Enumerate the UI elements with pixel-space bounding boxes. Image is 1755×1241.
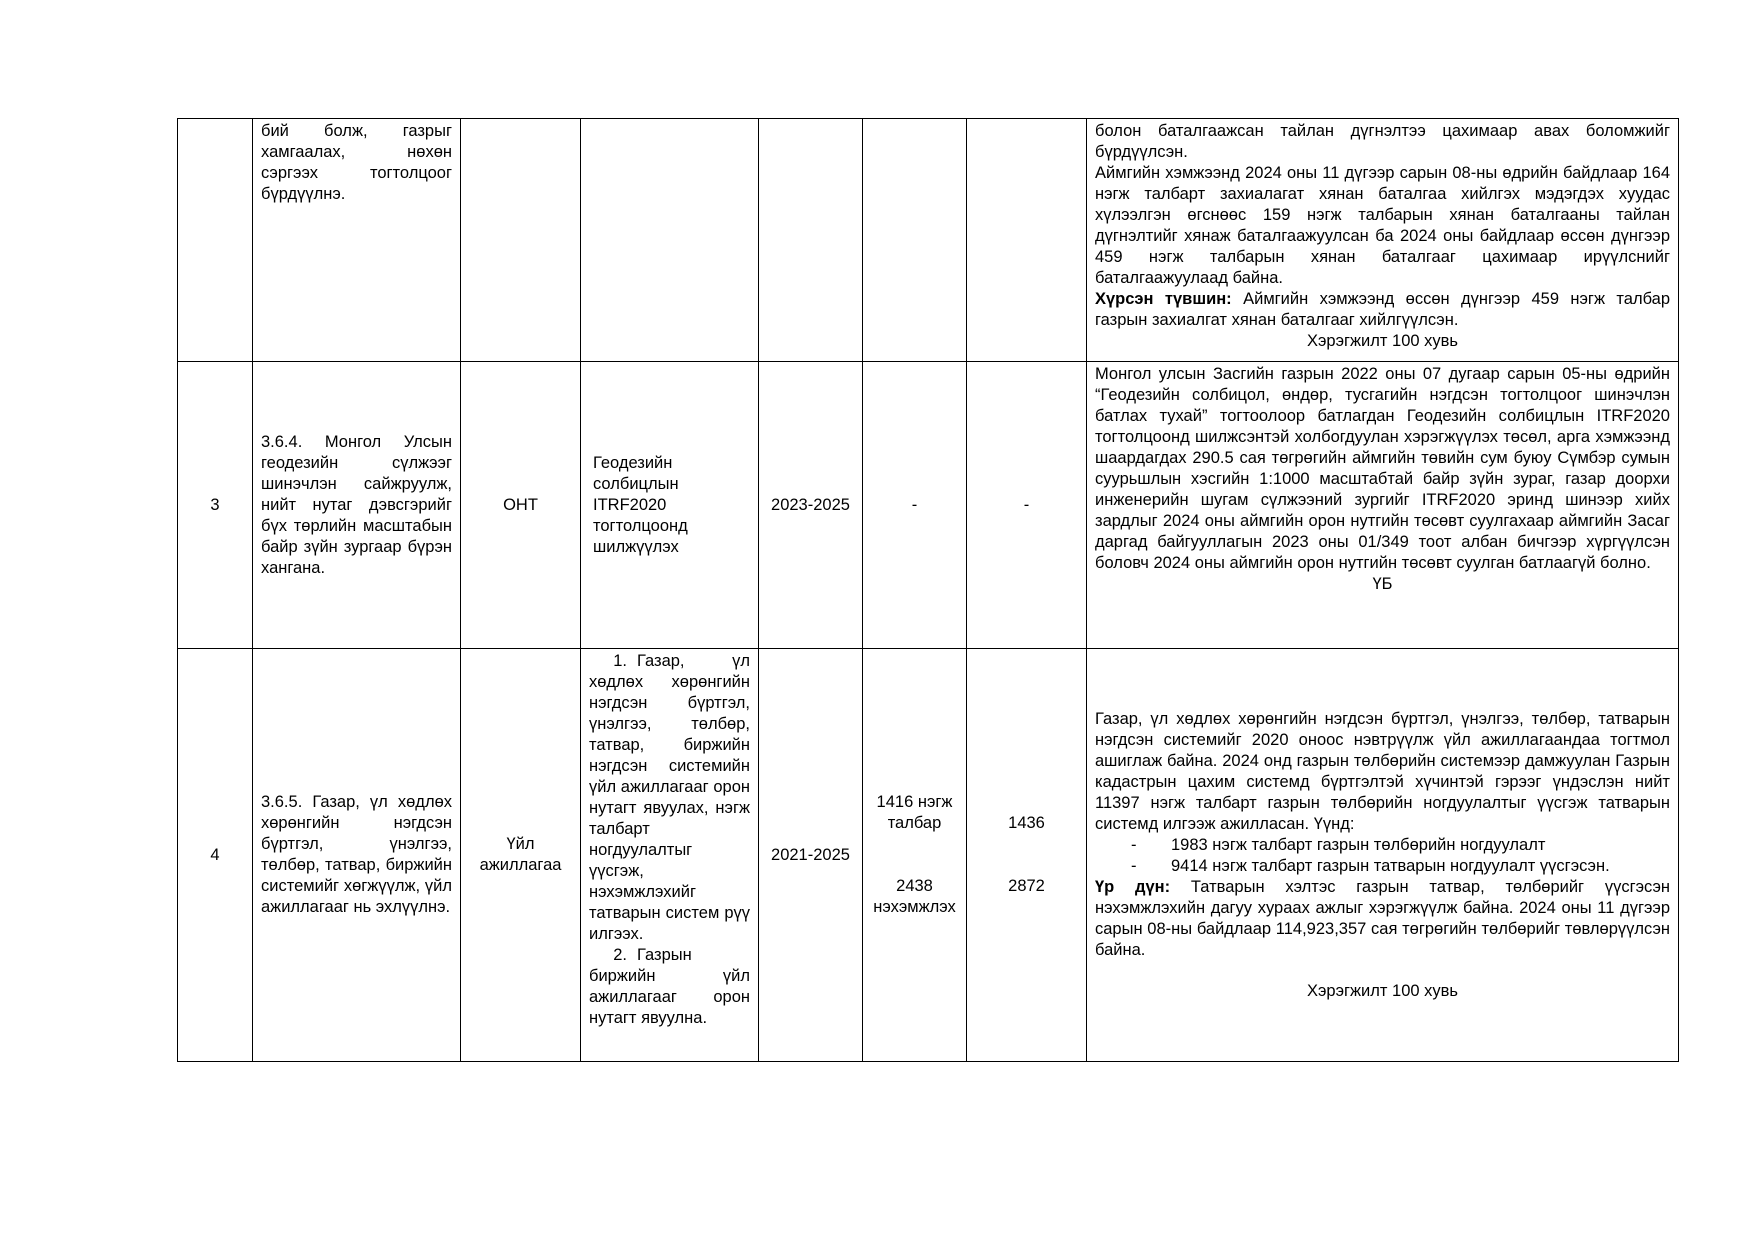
measure-text: Газар, үл хөдлөх хөрөнгийн нэгдсэн бүртгэл, үнэлгээ, төлбөр, татвар, биржийн нэгдсэн системийн үйл ажиллагааг орон нутагт явуулах, нэгж талбарт ногдуулалтыг үүсгэж, нэхэмжлэхийг татварын систем рүү илгээх. bbox=[589, 652, 750, 943]
table-row bbox=[178, 119, 1679, 362]
result-label: Үр дүн: bbox=[1095, 877, 1171, 896]
goal-cell: 3.6.4. Монгол Улсын геодезийн сүлжээг шинэчлэн сайжруулж, нийт нутаг дэвсгэрийг бүх төрлийн масштабын байр зүйн зургаар бүрэн хангана. bbox=[253, 362, 461, 649]
execution-status: ҮБ bbox=[1372, 575, 1393, 593]
report-cell bbox=[1087, 649, 1679, 1062]
target-cell bbox=[863, 119, 967, 362]
goal-cell: 3.6.5. Газар, үл хөдлөх хөрөнгийн нэгдсэн бүртгэл, үнэлгээ, төлбөр, татвар, биржийн системийг хөгжүүлж, үйл ажиллагааг нь эхлүүлнэ. bbox=[253, 649, 461, 1062]
measure-cell bbox=[581, 649, 759, 1062]
table-row bbox=[178, 649, 1679, 1062]
target-value-1: 1416 нэгж талбар bbox=[876, 793, 953, 832]
target-value-2: 2438 нэхэмжлэх bbox=[873, 877, 956, 916]
measure-item bbox=[589, 945, 750, 1029]
measure-number: 2. bbox=[613, 946, 627, 964]
org-cell: ОНТ bbox=[461, 362, 581, 649]
result-paragraph bbox=[1095, 877, 1670, 961]
measure-text: Газрын биржийн үйл ажиллагааг орон нутагт явуулна. bbox=[589, 946, 750, 1027]
report-paragraph: Газар, үл хөдлөх хөрөнгийн нэгдсэн бүртгэл, үнэлгээ, төлбөр, татварын нэгдсэн системийг 2020 оноос нэвтрүүлж үйл ажиллагаандаа тогтмол ашиглаж байна. 2024 онд газрын төлбөрийн системээр дамжуулан Газрын кадастрын цахим системд бүртгэлтэй хүчинтэй гэрээг үндэслэн нийт 11397 нэгж талбарт газрын төлбөрийн ногдуулалтыг үүсгэж татварын системд илгээж ажилласан. Үүнд: bbox=[1095, 709, 1670, 833]
actual-cell bbox=[967, 119, 1087, 362]
result-text: Татварын хэлтэс газрын татвар, төлбөрийг үүсгэсэн нэхэмжлэхийн дагуу хураах ажлыг хэрэгжүүлж байна. 2024 оны 11 дүгээр сарын 08-ны байдлаар 114,923,357 сая төгрөгийн төлбөрийг төвлөрүүлсэн байна. bbox=[1095, 877, 1671, 959]
achieved-text: Аймгийн хэмжээнд өссөн дүнгээр 459 нэгж талбар газрын захиалгат хянан баталгааг хийлгүүлсэн. bbox=[1095, 290, 1670, 329]
period-cell: 2021-2025 bbox=[759, 649, 863, 1062]
list-item: - 9414 нэгж талбарт газрын татварын ногдуулалт үүсгэсэн. bbox=[1131, 856, 1610, 875]
measure-item bbox=[589, 651, 750, 945]
report-table bbox=[177, 118, 1679, 1062]
measure-number: 1. bbox=[613, 652, 627, 670]
execution-status: Хэрэгжилт 100 хувь bbox=[1306, 981, 1459, 1000]
report-cell bbox=[1087, 362, 1679, 649]
target-cell bbox=[863, 649, 967, 1062]
goal-cell: бий болж, газрыг хамгаалах, нөхөн сэргээх тогтолцоог бүрдүүлнэ. bbox=[253, 119, 461, 362]
execution-status: Хэрэгжилт 100 хувь bbox=[1306, 332, 1459, 350]
table-row bbox=[178, 362, 1679, 649]
report-cell bbox=[1087, 119, 1679, 362]
report-paragraph: болон баталгаажсан тайлан дүгнэлтээ цахимаар авах боломжийг бүрдүүлсэн. bbox=[1095, 122, 1670, 161]
actual-value-1: 1436 bbox=[1008, 814, 1045, 832]
list-item: - 1983 нэгж талбарт газрын төлбөрийн ногдуулалт bbox=[1131, 835, 1546, 854]
report-paragraph: Аймгийн хэмжээнд 2024 оны 11 дүгээр сарын 08-ны өдрийн байдлаар 164 нэгж талбарт захиалагат хянан баталгаа хийлгэх мэдэгдэх хуудас хүлээлгэн өгснөөс 159 нэгж талбарын хянан баталгааны тайлан дүгнэлтийг хянаж баталгаажуулсан ба 2024 оны байдлаар өссөн дүнгээр 459 нэгж талбарын хянан баталгааг цахимаар ирүүлснийг баталгаажуулаад байна. bbox=[1095, 164, 1670, 287]
org-cell: Үйл ажиллагаа bbox=[461, 649, 581, 1062]
row-number: 4 bbox=[178, 649, 253, 1062]
actual-value-2: 2872 bbox=[1008, 877, 1045, 895]
measure-cell: Геодезийн солбицлын ITRF2020 тогтолцоонд шилжүүлэх bbox=[581, 362, 759, 649]
org-cell bbox=[461, 119, 581, 362]
row-number bbox=[178, 119, 253, 362]
actual-cell bbox=[967, 649, 1087, 1062]
measure-cell bbox=[581, 119, 759, 362]
period-cell: 2023-2025 bbox=[759, 362, 863, 649]
report-paragraph: Монгол улсын Засгийн газрын 2022 оны 07 дугаар сарын 05-ны өдрийн “Геодезийн солбицол, өндөр, тусгагийн нэгдсэн тогтолцоог шинэчлэн батлах тухай” тогтоолоор батлагдан Геодезийн солбицлын ITRF2020 тогтолцоонд шилжсэнтэй холбогдуулан хэрэгжүүлэх төсөл, арга хэмжээнд шаардагдах 290.5 сая төгрөгийн аймгийн төвийн сум буюу Сүмбэр сумын суурьшлын хэсгийн 1:1000 масштабтай байр зүйн зураг, газар доорхи инженерийн шугам сүлжээний зургийг ITRF2020 эринд шинээр хийх зардлыг 2024 оны аймгийн орон нутгийн төсөвт суулгахаар аймгийн Засаг даргад байгууллагын 2023 оны 01/349 тоот албан бичгээр хүргүүлсэн боловч 2024 оны аймгийн орон нутгийн төсөвт суулган батлаагүй болно. bbox=[1095, 365, 1670, 572]
period-cell bbox=[759, 119, 863, 362]
row-number: 3 bbox=[178, 362, 253, 649]
target-cell: - bbox=[863, 362, 967, 649]
achieved-paragraph bbox=[1095, 289, 1670, 331]
achieved-label: Хүрсэн түвшин: bbox=[1095, 290, 1232, 308]
actual-cell: - bbox=[967, 362, 1087, 649]
